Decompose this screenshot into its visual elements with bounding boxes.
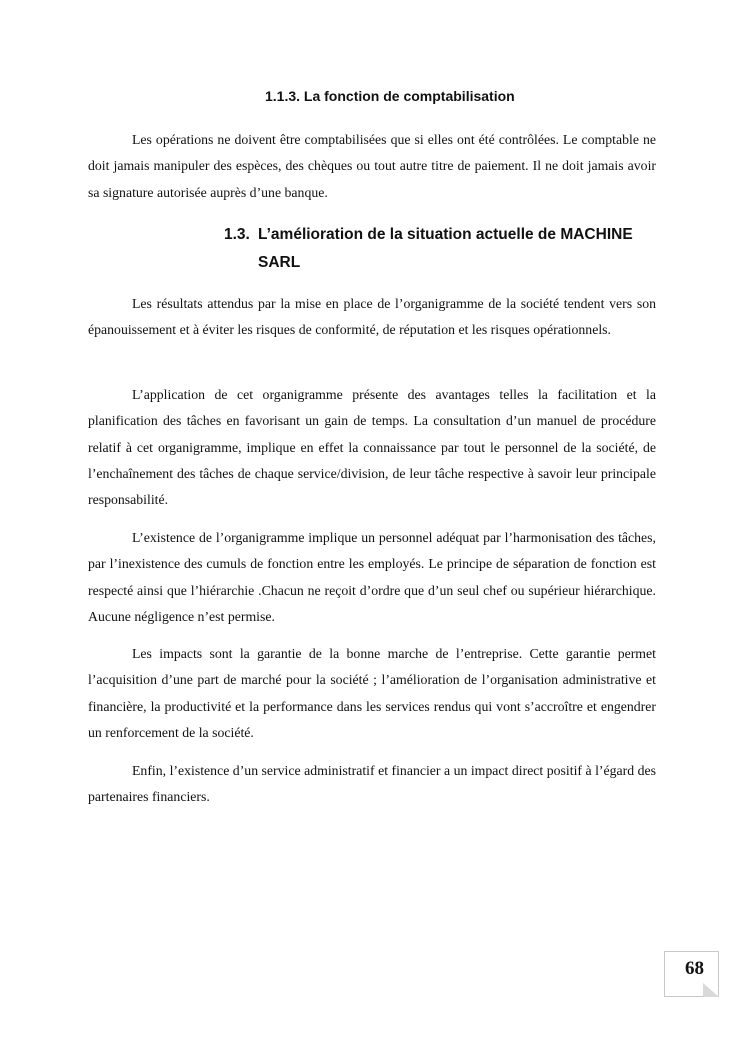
paragraph-application: L’application de cet organigramme présente des avantages telles la facilitation et la planification des tâches en favorisant un gain de temps. La consultation d’un manuel de procédure relatif à cet organigramme, implique en effet la connaissance par tout le personnel de la société, de l’enchaînement des tâches de chaque service/division, de leur tâche respective à savoir leur principale responsabilité. — [88, 387, 656, 508]
section-number: 1.3. — [224, 226, 250, 243]
page-number: 68 — [685, 958, 704, 979]
page-number-box — [664, 951, 719, 997]
section-heading-1-1-3: 1.1.3. La fonction de comptabilisation — [265, 88, 515, 104]
section-heading-1-3 — [224, 221, 664, 277]
section-title-line1: L’amélioration de la situation actuelle de MACHINE — [258, 226, 633, 243]
paragraph-resultats: Les résultats attendus par la mise en place de l’organigramme de la société tendent vers son épanouissement et à éviter les risques de conformité, de réputation et les risques opérationnels. — [88, 296, 656, 338]
page-curl-icon — [703, 983, 719, 997]
paragraph-comptabilisation: Les opérations ne doivent être comptabilisées que si elles ont été contrôlées. Le comptable ne doit jamais manipuler des espèces, des chèques ou tout autre titre de paiement. Il ne doit jamais avoir sa signature autorisée auprès d’une banque. — [88, 132, 656, 200]
paragraph-enfin: Enfin, l’existence d’un service administratif et financier a un impact direct positif à l’égard des partenaires financiers. — [88, 763, 656, 805]
paragraph-impacts: Les impacts sont la garantie de la bonne marche de l’entreprise. Cette garantie permet l’acquisition d’une part de marché pour la société ; l’amélioration de l’organisation administrative et financière, la productivité et la performance dans les services rendus qui vont s’accroître et engendrer un renforcement de la société. — [88, 646, 656, 740]
paragraph-existence: L’existence de l’organigramme implique un personnel adéquat par l’harmonisation des tâches, par l’inexistence des cumuls de fonction entre les employés. Le principe de séparation de fonction est respecté ainsi que l’hiérarchie .Chacun ne reçoit d’ordre que d’un seul chef ou supérieur hiérarchique. Aucune négligence n’est permise. — [88, 530, 656, 624]
section-title-line2: SARL — [258, 254, 301, 271]
